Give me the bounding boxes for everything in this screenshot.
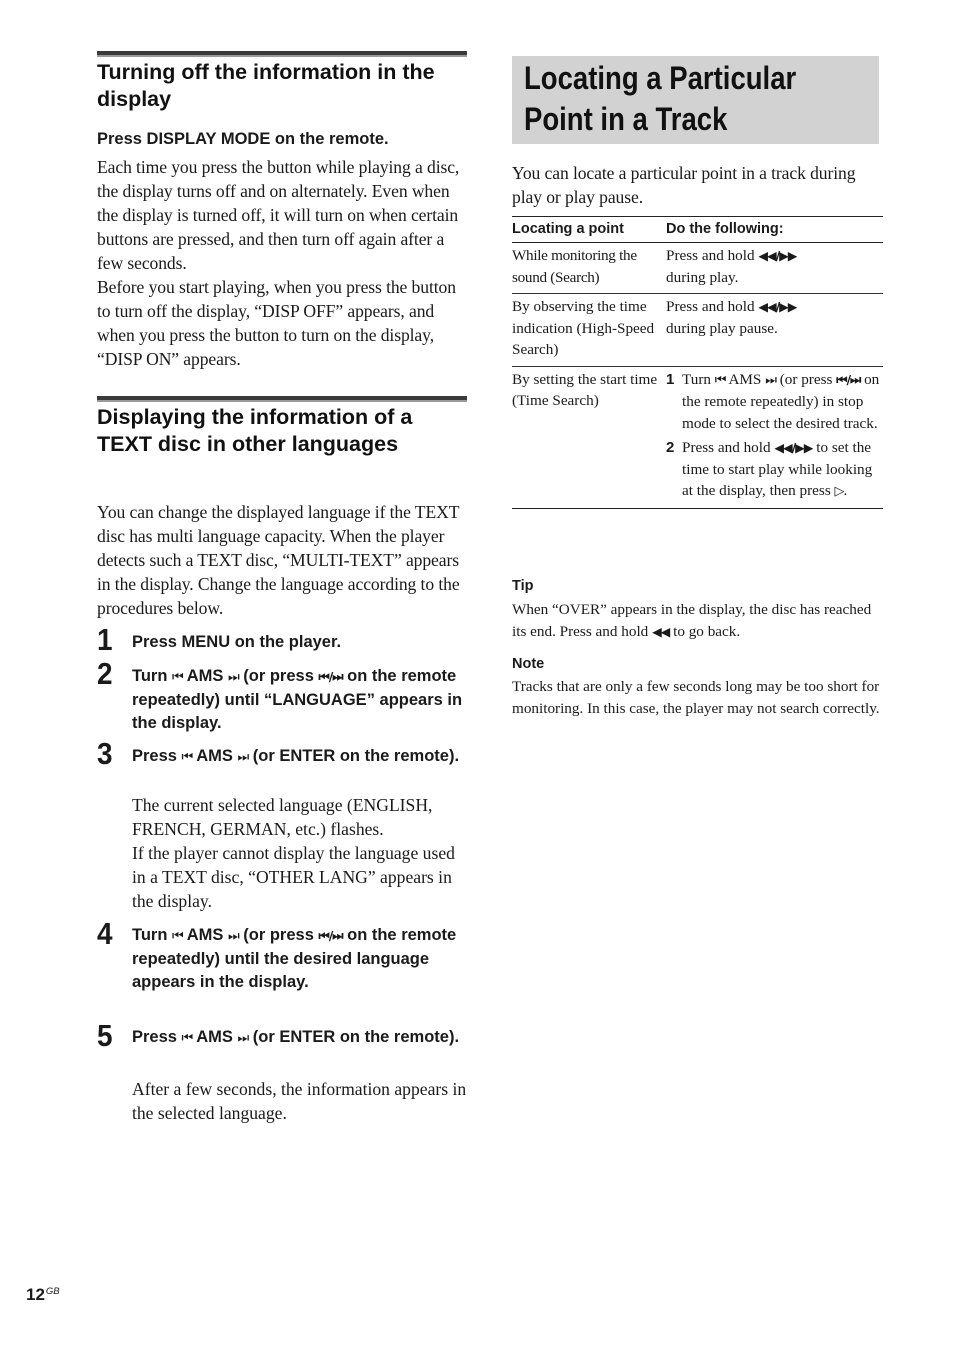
- rewind-fastforward-icon: ◀◀/▶▶: [774, 440, 813, 455]
- step-text: Turn: [132, 926, 173, 944]
- page-title-line: Locating a Particular: [524, 60, 797, 96]
- ams-next-icon: ⏭: [765, 372, 776, 388]
- page-number-value: 12: [26, 1285, 45, 1304]
- cell-text: Press and hold: [666, 247, 759, 264]
- step-text: Turn: [132, 667, 173, 685]
- step-number: 1: [97, 622, 113, 657]
- table-cell: By setting the start time (Time Search): [512, 366, 666, 508]
- cell-text: Press and hold: [682, 439, 775, 456]
- title-banner: [512, 56, 879, 144]
- step-body-text: The current selected language (ENGLISH, FRENCH, GERMAN, etc.) flashes.: [132, 795, 433, 839]
- step-heading: [132, 745, 472, 769]
- instruction-subheading: Press DISPLAY MODE on the remote.: [97, 130, 389, 148]
- table-cell: [666, 294, 883, 367]
- table-cell: By observing the time indication (High-Speed Search): [512, 294, 666, 367]
- locate-table: [512, 216, 883, 509]
- section-rule: [97, 51, 467, 55]
- intro-paragraph: You can locate a particular point in a track during play or play pause.: [512, 163, 856, 207]
- step-text: AMS: [192, 747, 238, 765]
- sub-step-number: 2: [666, 439, 675, 456]
- ams-prev-icon: ⏮: [181, 1031, 193, 1046]
- sub-step-2: [666, 437, 883, 503]
- step-text: (or ENTER on the remote).: [248, 1028, 460, 1046]
- step-body: After a few seconds, the information appears in the selected language.: [132, 1079, 467, 1123]
- section-rule: [97, 396, 467, 400]
- step-text: (or press: [238, 926, 319, 944]
- ams-next-icon: ⏭: [227, 670, 239, 685]
- paragraph: You can change the displayed language if the TEXT disc has multi language capacity. When the player detects such a TEXT disc, “MULTI-TEXT” appears in the display. Change the language according to the procedures below.: [97, 502, 460, 618]
- step-text: Press: [132, 1028, 182, 1046]
- sub-step-1: [666, 369, 883, 435]
- step-heading: [132, 1026, 472, 1050]
- step-heading: [132, 924, 472, 994]
- step-number: 2: [97, 656, 113, 691]
- cell-text: on the remote repeatedly) in stop mode to select the desired track.: [682, 370, 880, 432]
- play-icon: ▷: [834, 484, 844, 499]
- tip-text: [512, 599, 884, 642]
- step-text: on the remote repeatedly) until “LANGUAGE” appears in the display.: [132, 667, 463, 732]
- step-text: AMS: [182, 926, 228, 944]
- table-cell: [666, 366, 883, 508]
- table-row: [512, 294, 883, 367]
- step-heading: [132, 665, 472, 735]
- step-text: (or ENTER on the remote).: [248, 747, 460, 765]
- step-text: Press: [132, 747, 182, 765]
- page-title-line: Point in a Track: [524, 101, 728, 137]
- note-label: Note: [512, 656, 545, 672]
- prev-next-icon: ⏮/⏭: [318, 669, 343, 684]
- rewind-fastforward-icon: ◀◀/▶▶: [758, 248, 797, 263]
- step-body: [132, 793, 470, 913]
- cell-text: during play.: [666, 268, 739, 286]
- paragraph-text: Each time you press the button while playing a disc, the display turns off and on alternately. Even when the display is turned off, it will turn on when certain buttons are pressed, and then turn off again after a few seconds.: [97, 157, 460, 273]
- table-header-cell: Do the following:: [666, 217, 883, 243]
- cell-text: Press and hold: [666, 298, 759, 315]
- tip-label: Tip: [512, 578, 534, 594]
- note-text: Tracks that are only a few seconds long may be too short for monitoring. In this case, the player may not search correctly.: [512, 678, 880, 717]
- cell-text: .: [843, 482, 848, 499]
- table-row: [512, 366, 883, 508]
- rewind-fastforward-icon: ◀◀/▶▶: [758, 299, 797, 314]
- ams-prev-icon: ⏮: [181, 750, 193, 765]
- table-header-cell: Locating a point: [512, 217, 666, 243]
- step-number: 3: [97, 736, 113, 771]
- step-text: AMS: [192, 1028, 238, 1046]
- cell-text: during play pause.: [666, 319, 778, 337]
- table-row: [512, 243, 883, 294]
- tip-text-part: to go back.: [669, 622, 741, 640]
- ams-next-icon: ⏭: [227, 929, 239, 944]
- table-cell: While monitoring the sound (Search): [512, 243, 666, 294]
- table-cell: [666, 243, 883, 294]
- tip-text-part: When “OVER” appears in the display, the disc has reached its end. Press and hold: [512, 601, 872, 640]
- page-number: [26, 1281, 60, 1306]
- table-header-row: [512, 217, 883, 243]
- step-body-text: If the player cannot display the language used in a TEXT disc, “OTHER LANG” appears in the display.: [132, 843, 455, 911]
- cell-text: Turn: [682, 370, 715, 388]
- rewind-icon: ◀◀: [652, 623, 670, 639]
- paragraph-text: Before you start playing, when you press the button to turn off the display, “DISP OFF” appears, and when you press the button to turn on the display, “DISP ON” appears.: [97, 277, 456, 369]
- ams-prev-icon: ⏮: [714, 372, 726, 388]
- cell-text: AMS: [725, 370, 766, 388]
- paragraph: [97, 155, 465, 371]
- cell-text: (or press: [775, 370, 837, 388]
- step-number: 4: [97, 916, 113, 951]
- page-number-suffix: GB: [45, 1286, 60, 1297]
- prev-next-icon: ⏮/⏭: [836, 371, 861, 387]
- step-text: on the remote repeatedly) until the desired language appears in the display.: [132, 926, 457, 991]
- step-text: AMS: [182, 667, 228, 685]
- section-heading: Displaying the information of a TEXT disc in other languages: [97, 405, 413, 456]
- step-heading: Press MENU on the player.: [132, 633, 342, 651]
- ams-prev-icon: ⏮: [172, 670, 183, 685]
- sub-step-number: 1: [666, 370, 675, 388]
- step-number: 5: [97, 1018, 113, 1053]
- section-heading: Turning off the information in the display: [97, 60, 435, 111]
- step-text: (or press: [238, 667, 319, 685]
- prev-next-icon: ⏮/⏭: [318, 928, 343, 943]
- ams-next-icon: ⏭: [237, 1031, 249, 1046]
- cell-text: to set the time to start play while looking at the display, then press: [682, 439, 873, 499]
- ams-next-icon: ⏭: [237, 750, 249, 765]
- page-title: [524, 58, 825, 140]
- ams-prev-icon: ⏮: [172, 929, 183, 944]
